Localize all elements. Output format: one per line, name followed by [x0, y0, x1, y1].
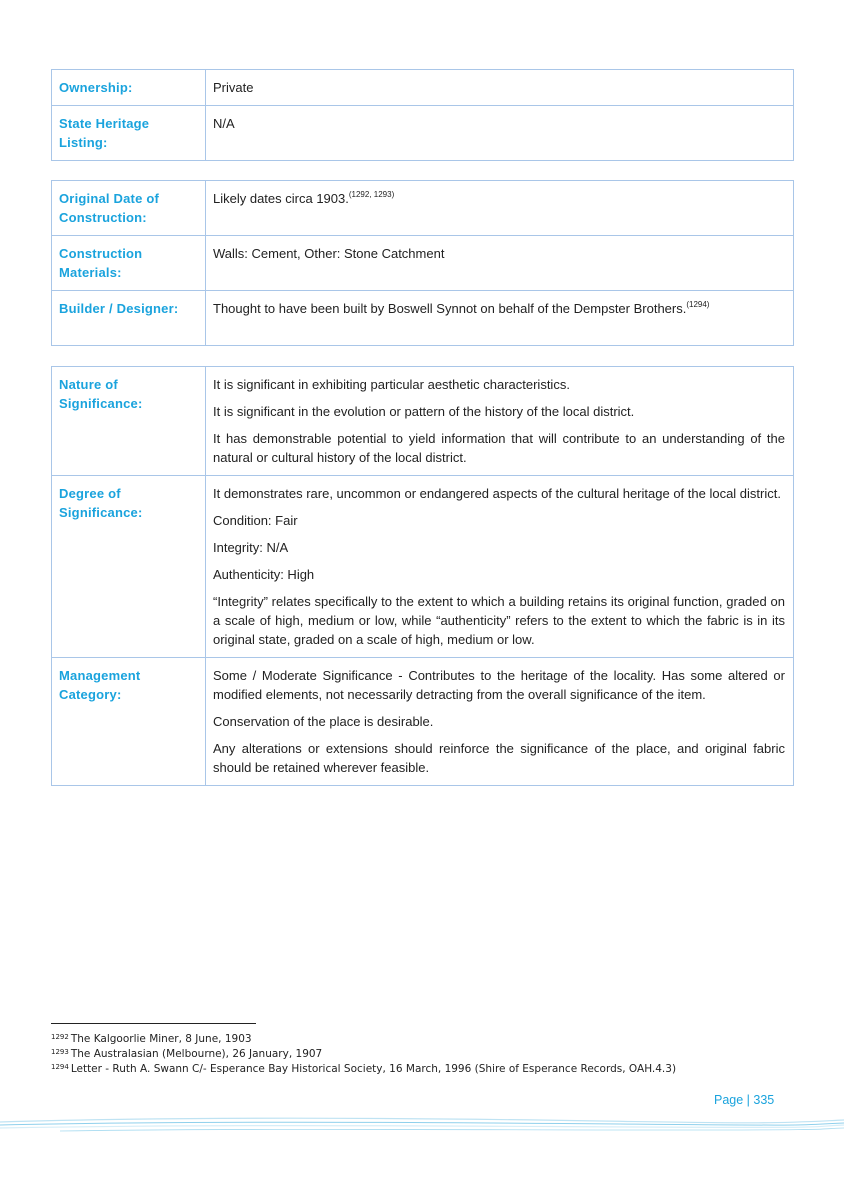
degree-value: It demonstrates rare, uncommon or endangered aspects of the cultural heritage of the local district. Condition: Fair Integrity: N/A Authenticity: High “Integrity” relates specifically to the extent to which a building retains its original function, graded on a scale of high, medium or low, while “authenticity” refers to the extent to which the fabric is in its original state, graded on a scale of high, medium or low. — [206, 476, 794, 658]
table-row — [52, 236, 794, 291]
builder-value: Thought to have been built by Boswell Synnot on behalf of the Dempster Brothers.$^{(1294)}$ — [206, 291, 794, 346]
state-heritage-label: State Heritage Listing: — [52, 106, 206, 161]
footnote: $^{1293}$ The Australasian (Melbourne), 26 January, 1907 — [51, 1048, 323, 1060]
footnote: $^{1294}$ Letter - Ruth A. Swann C/- Esperance Bay Historical Society, 16 March, 1996 (Shire of Esperance Records, OAH.4.3) — [51, 1063, 677, 1075]
table-row — [52, 181, 794, 236]
degree-label: Degree of Significance: — [52, 476, 206, 658]
builder-label: Builder / Designer: — [52, 291, 206, 346]
construction-table — [51, 180, 794, 346]
ownership-label: Ownership: — [52, 70, 206, 106]
table-row — [52, 367, 794, 476]
ownership-table — [51, 69, 794, 161]
ownership-value: Private — [206, 70, 794, 106]
footer-wave-decoration — [0, 1112, 844, 1142]
materials-label: Construction Materials: — [52, 236, 206, 291]
footnote: $^{1292}$ The Kalgoorlie Miner, 8 June, 1903 — [51, 1033, 252, 1045]
materials-value: Walls: Cement, Other: Stone Catchment — [206, 236, 794, 291]
nature-value: It is significant in exhibiting particular aesthetic characteristics. It is significant in the evolution or pattern of the history of the local district. It has demonstrable potential to yield information that will contribute to an understanding of the natural or cultural history of the local district. — [206, 367, 794, 476]
management-value: Some / Moderate Significance - Contributes to the heritage of the locality. Has some altered or modified elements, not necessarily detracting from the overall significance of the item. Conservation of the place is desirable. Any alterations or extensions should reinforce the significance of the place, and original fabric should be retained wherever feasible. — [206, 658, 794, 786]
footnote-ref: (1294) — [686, 300, 710, 309]
table-row — [52, 106, 794, 161]
table-row — [52, 476, 794, 658]
table-row — [52, 70, 794, 106]
original-date-value: Likely dates circa 1903.$^{(1292, 1293)}$ — [206, 181, 794, 236]
footnote-divider — [51, 1023, 256, 1024]
table-row — [52, 291, 794, 346]
table-row — [52, 658, 794, 786]
significance-table — [51, 366, 794, 786]
management-label: Management Category: — [52, 658, 206, 786]
nature-label: Nature of Significance: — [52, 367, 206, 476]
state-heritage-value: N/A — [206, 106, 794, 161]
page-number: Page | 335 — [714, 1093, 775, 1107]
original-date-label: Original Date of Construction: — [52, 181, 206, 236]
footnote-ref: (1292, 1293) — [348, 190, 395, 199]
